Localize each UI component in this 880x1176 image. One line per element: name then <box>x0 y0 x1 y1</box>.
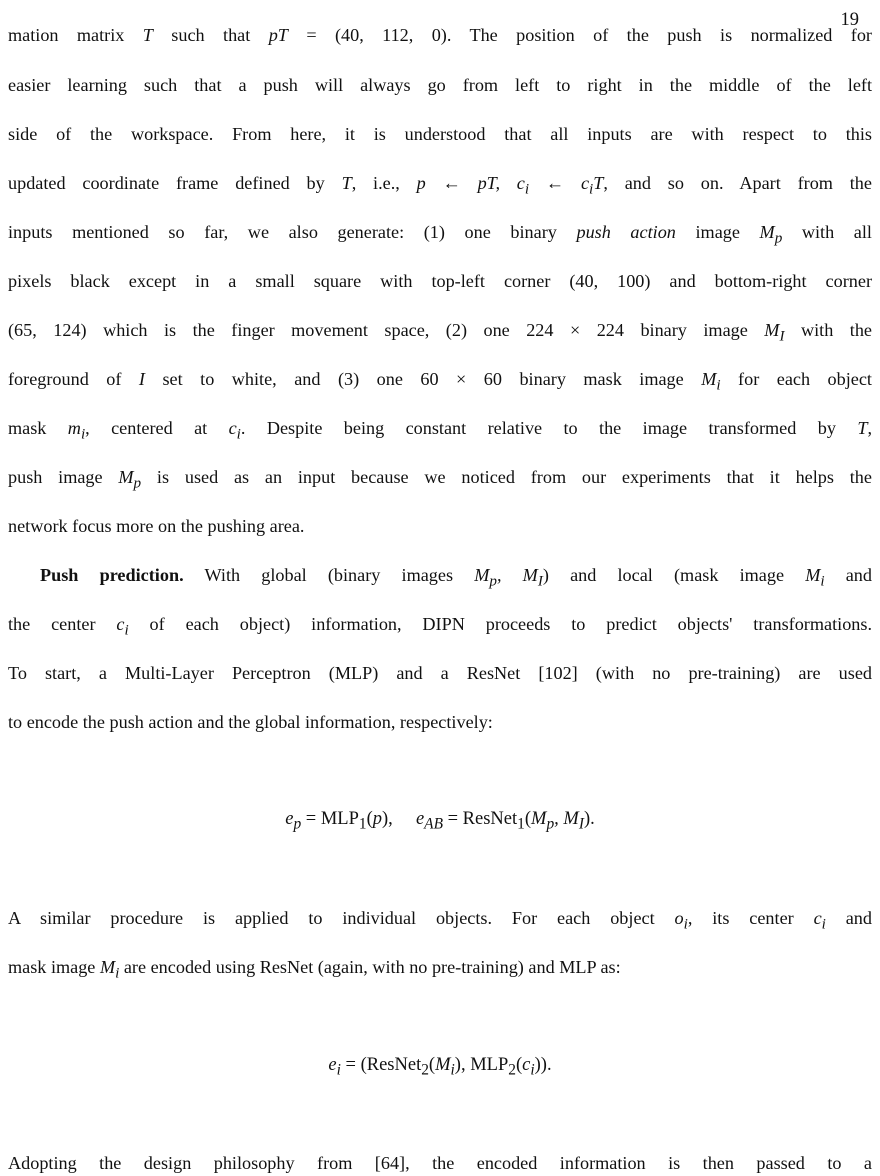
text-line: Push prediction. With global (binary images $M_p$, $M_I$) and local (mask image $M_i$ and <box>40 565 872 590</box>
text-line: side of the workspace. From here, it is understood that all inputs are with respect to this <box>8 124 872 144</box>
text-line: network focus more on the pushing area. <box>8 516 305 536</box>
section-heading: Push prediction. <box>40 565 184 585</box>
text-line: mation matrix T such that pT = (40, 112, 0). The position of the push is normalized for <box>8 25 872 45</box>
text-line: (65, 124) which is the finger movement space, (2) one 224 × 224 binary image $M_I$ with the <box>8 320 872 345</box>
text-line: updated coordinate frame defined by T, i.e., p ← pT, $c_i$ ← $c_iT$, and so on. Apart from the <box>8 173 872 198</box>
text-line: to encode the push action and the global information, respectively: <box>8 712 493 732</box>
text-line: mask $m_i$, centered at $c_i$. Despite being constant relative to the image transformed by T, <box>8 418 872 443</box>
text-line: the center $c_i$ of each object) information, DIPN proceeds to predict objects' transformations. <box>8 614 873 639</box>
text-line: mask image $M_i$ are encoded using ResNet (again, with no pre-training) and MLP as: <box>8 957 621 982</box>
equation-1: $e_p = MLP_1(p)$, $e_{AB}$ = $ResNet_1(M_p$, $M_I$). <box>285 809 595 833</box>
text-line: A similar procedure is applied to individual objects. For each object $o_i$, its center $c_i$ and <box>8 908 872 933</box>
text-line: pixels black except in a small square with top-left corner (40, 100) and bottom-right corner <box>8 271 872 291</box>
equation-2: $e_i$ = ($ResNet_2(M_i)$, $MLP_2(c_i)$). <box>328 1055 552 1079</box>
text-line: Adopting the design philosophy from [64], the encoded information is then passed to a <box>8 1153 872 1173</box>
text-line: inputs mentioned so far, we also generate: (1) one binary push action image $M_p$ with all <box>8 222 872 247</box>
text-line: push image $M_p$ is used as an input because we noticed from our experiments that it helps the <box>8 467 872 492</box>
text-line: To start, a Multi-Layer Perceptron (MLP) and a ResNet [102] (with no pre-training) are used <box>8 663 872 683</box>
text-line: foreground of I set to white, and (3) one 60 × 60 binary mask image $M_i$ for each object <box>8 369 872 394</box>
page-number: 19 <box>840 10 859 30</box>
text-line: easier learning such that a push will always go from left to right in the middle of the left <box>8 75 872 95</box>
